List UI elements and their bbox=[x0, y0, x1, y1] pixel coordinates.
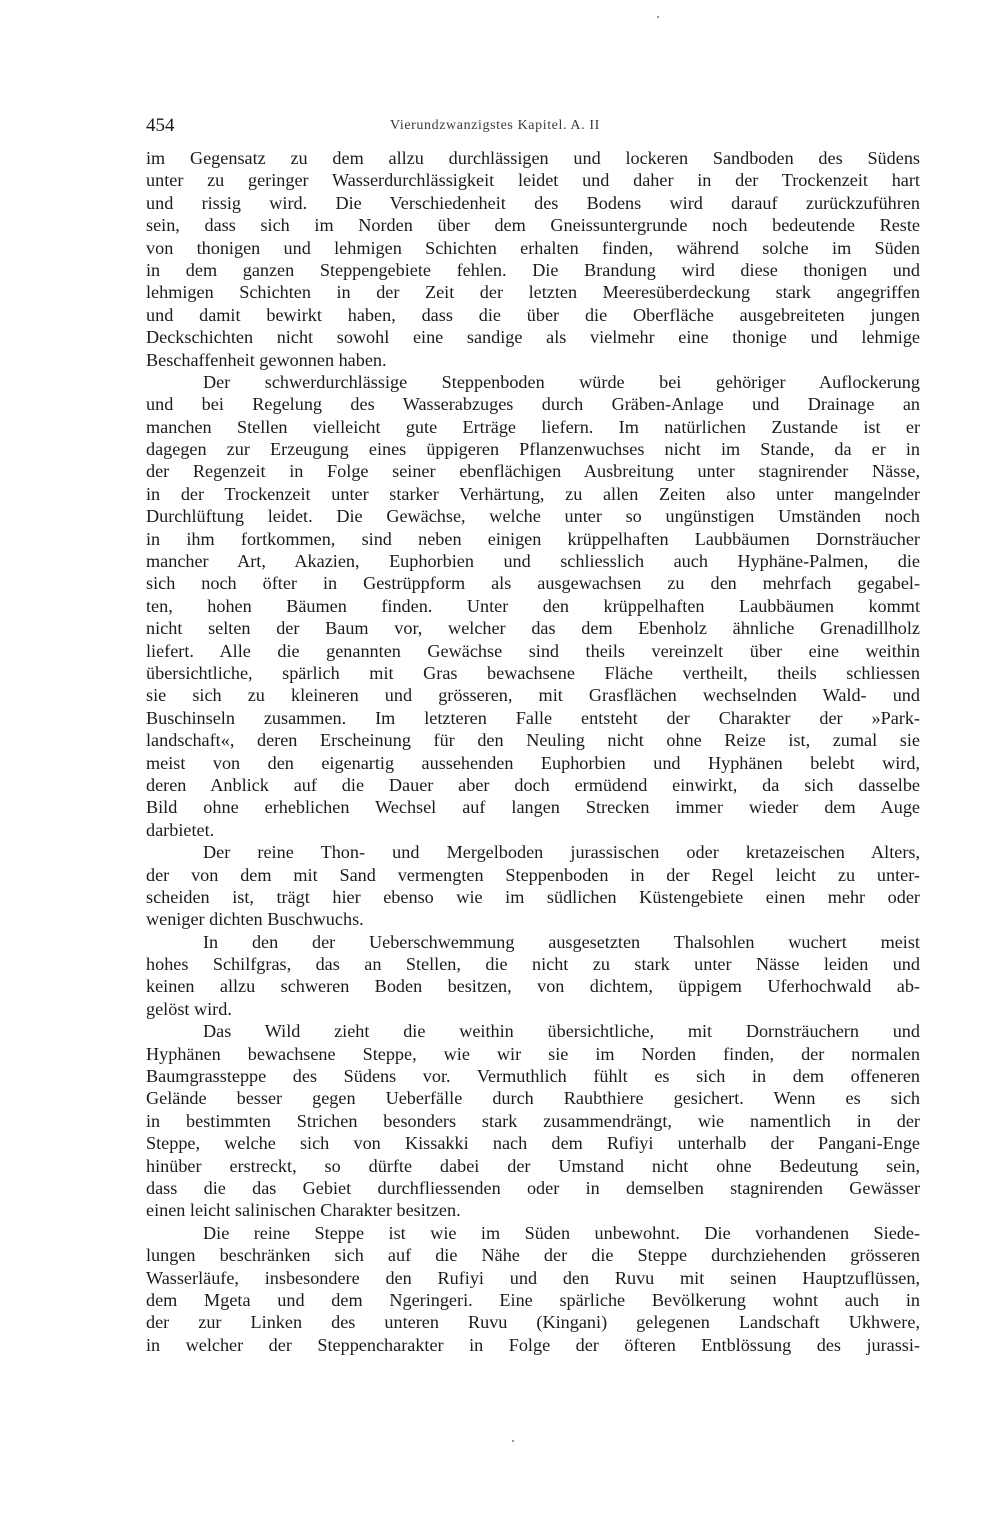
text-line: sie sich zu kleineren und grösseren, mit Grasflächen wechselnden Wald- und bbox=[146, 685, 920, 706]
text-line: Baumgrassteppe des Südens vor. Vermuthlich fühlt es sich in dem offeneren bbox=[146, 1066, 920, 1087]
text-line: und bei Regelung des Wasserabzuges durch Gräben-Anlage und Drainage an bbox=[146, 394, 920, 415]
text-line: In den der Ueberschwemmung ausgesetzten Thalsohlen wuchert meist bbox=[203, 931, 920, 952]
text-line: landschaft«, deren Erscheinung für den Neuling nicht ohne Reize ist, zumal sie bbox=[146, 730, 920, 751]
text-line: darbietet. bbox=[146, 819, 215, 840]
text-line: Buschinseln zusammen. Im letzteren Falle entsteht der Charakter der »Park- bbox=[146, 707, 920, 728]
text-line: lehmigen Schichten in der Zeit der letzten Meeresüberdeckung stark angegriffen bbox=[146, 282, 920, 303]
text-line: liefert. Alle die genannten Gewächse sind theils vereinzelt über eine weithin bbox=[146, 640, 920, 661]
text-line: Gelände besser gegen Ueberfälle durch Raubthiere gesichert. Wenn es sich bbox=[146, 1088, 920, 1109]
text-line: Durchlüftung leidet. Die Gewächse, welche unter so ungünstigen Umständen noch bbox=[146, 506, 920, 527]
text-line: in ihm fortkommen, sind neben einigen krüppelhaften Laubbäumen Dornsträucher bbox=[146, 528, 920, 549]
text-line: ten, hohen Bäumen finden. Unter den krüppelhaften Laubbäumen kommt bbox=[146, 595, 920, 616]
text-line: Das Wild zieht die weithin übersichtliche, mit Dornsträuchern und bbox=[203, 1021, 920, 1042]
text-line: dem Mgeta und dem Ngeringeri. Eine spärliche Bevölkerung wohnt auch in bbox=[146, 1289, 920, 1310]
text-line: meist von den eigenartig aussehenden Euphorbien und Hyphänen belebt wird, bbox=[146, 752, 920, 773]
text-line: nicht selten der Baum vor, welcher das dem Ebenholz ähnliche Grenadillholz bbox=[146, 618, 920, 639]
text-line: und damit bewirkt haben, dass die über die Oberfläche ausgebreiteten jungen bbox=[146, 304, 920, 325]
text-line: weniger dichten Buschwuchs. bbox=[146, 909, 364, 930]
text-line: dagegen zur Erzeugung eines üppigeren Pflanzenwuchses nicht im Stande, da er in bbox=[146, 439, 920, 460]
scan-speck bbox=[657, 16, 659, 18]
text-line: in bestimmten Strichen besonders stark zusammendrängt, wie namentlich in der bbox=[146, 1110, 920, 1131]
text-line: in dem ganzen Steppengebiete fehlen. Die Brandung wird diese thonigen und bbox=[146, 259, 920, 280]
text-line: Steppe, welche sich von Kissakki nach dem Rufiyi unterhalb der Pangani-Enge bbox=[146, 1133, 920, 1154]
text-line: der Regenzeit in Folge seiner ebenflächigen Ausbreitung unter stagnirender Nässe, bbox=[146, 461, 920, 482]
text-line: hinüber erstreckt, so dürfte dabei der Umstand nicht ohne Bedeutung sein, bbox=[146, 1155, 920, 1176]
text-line: Die reine Steppe ist wie im Süden unbewohnt. Die vorhandenen Siede- bbox=[203, 1222, 920, 1243]
page-number: 454 bbox=[146, 115, 175, 136]
text-line: der zur Linken des unteren Ruvu (Kingani) gelegenen Landschaft Ukhwere, bbox=[146, 1312, 920, 1333]
text-line: hohes Schilfgras, das an Stellen, die nicht zu stark unter Nässe leiden und bbox=[146, 954, 920, 975]
text-line: Bild ohne erheblichen Wechsel auf langen Strecken immer wieder dem Auge bbox=[146, 797, 920, 818]
text-line: Der schwerdurchlässige Steppenboden würde bei gehöriger Auflockerung bbox=[203, 371, 920, 392]
text-line: der von dem mit Sand vermengten Steppenboden in der Regel leicht zu unter- bbox=[146, 864, 920, 885]
text-line: übersichtliche, spärlich mit Gras bewachsene Fläche vertheilt, theils schliessen bbox=[146, 662, 920, 683]
text-line: Deckschichten nicht sowohl eine sandige als vielmehr eine thonige und lehmige bbox=[146, 327, 920, 348]
text-line: gelöst wird. bbox=[146, 998, 232, 1019]
scan-speck bbox=[512, 1440, 514, 1442]
running-head: Vierundzwanzigstes Kapitel. A. II bbox=[390, 118, 600, 133]
text-line: im Gegensatz zu dem allzu durchlässigen und lockeren Sandboden des Südens bbox=[146, 148, 920, 168]
text-line: Beschaffenheit gewonnen haben. bbox=[146, 349, 387, 370]
text-line: einen leicht salinischen Charakter besitzen. bbox=[146, 1200, 461, 1221]
text-line: mancher Art, Akazien, Euphorbien und schliesslich auch Hyphäne-Palmen, die bbox=[146, 551, 920, 572]
text-line: sich noch öfter in Gestrüppform als ausgewachsen zu den mehrfach gegabel- bbox=[146, 573, 920, 594]
body-text bbox=[146, 147, 920, 1356]
text-line: Hyphänen bewachsene Steppe, wie wir sie im Norden finden, der normalen bbox=[146, 1043, 920, 1064]
text-line: unter zu geringer Wasserdurchlässigkeit leidet und daher in der Trockenzeit hart bbox=[146, 170, 920, 191]
text-line: in welcher der Steppencharakter in Folge der öfteren Entblössung des jurassi- bbox=[146, 1334, 920, 1355]
text-line: deren Anblick auf die Dauer aber doch ermüdend einwirkt, da sich dasselbe bbox=[146, 774, 920, 795]
text-line: Der reine Thon- und Mergelboden jurassischen oder kretazeischen Alters, bbox=[203, 842, 920, 863]
text-line: in der Trockenzeit unter starker Verhärtung, zu allen Zeiten also unter mangelnder bbox=[146, 483, 920, 504]
text-line: und rissig wird. Die Verschiedenheit des Bodens wird darauf zurückzuführen bbox=[146, 192, 920, 213]
text-line: manchen Stellen vielleicht gute Erträge liefern. Im natürlichen Zustande ist er bbox=[146, 416, 920, 437]
text-line: von thonigen und lehmigen Schichten erhalten finden, während solche im Süden bbox=[146, 237, 920, 258]
text-line: dass die das Gebiet durchfliessenden oder in demselben stagnirenden Gewässer bbox=[146, 1177, 920, 1198]
text-line: keinen allzu schweren Boden besitzen, von dichtem, üppigem Uferhochwald ab- bbox=[146, 976, 920, 997]
text-line: sein, dass sich im Norden über dem Gneissuntergrunde noch bedeutende Reste bbox=[146, 215, 920, 236]
text-line: lungen beschränken sich auf die Nähe der die Steppe durchziehenden grösseren bbox=[146, 1245, 920, 1266]
text-line: scheiden ist, trägt hier ebenso wie im südlichen Küstengebiete einen mehr oder bbox=[146, 886, 920, 907]
text-line: Wasserläufe, insbesondere den Rufiyi und den Ruvu mit seinen Hauptzuflüssen, bbox=[146, 1267, 920, 1288]
